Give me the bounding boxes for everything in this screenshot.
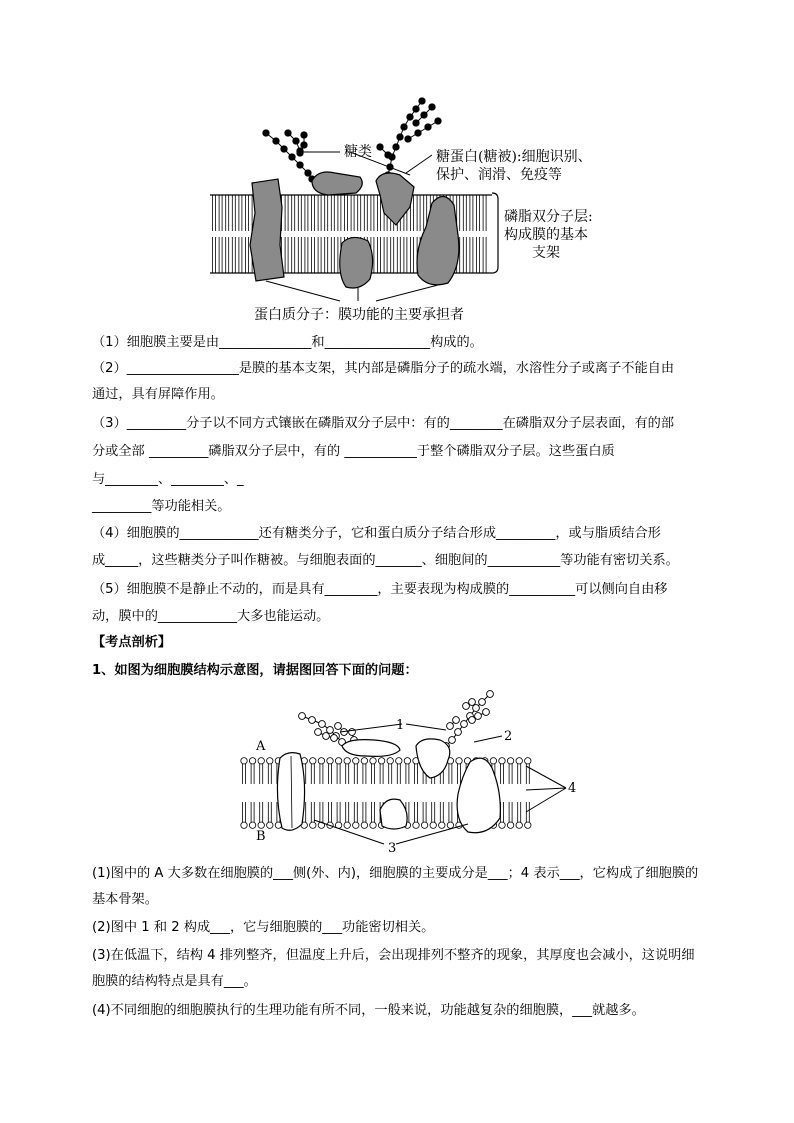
bilayer-bracket xyxy=(492,193,498,273)
sugar-chains xyxy=(263,98,441,182)
label-lipid-line1: 磷脂双分子层: xyxy=(504,209,593,225)
fill-q1: （1）细胞膜主要是由______________和________________构成的。 xyxy=(92,335,483,350)
figure2-label-A: A xyxy=(256,739,266,754)
transmembrane-protein-left xyxy=(250,179,284,281)
fill-q4-line1: （4）细胞膜的____________还有糖类分子，它和蛋白质分子结合形成_________，或与脂质结合形 xyxy=(92,526,661,541)
label-lipid-line3: 支架 xyxy=(532,245,560,261)
q1-part4: (4)不同细胞的细胞膜执行的生理功能有所不同，一般来说，功能越复杂的细胞膜，___就越多。 xyxy=(92,1003,645,1018)
membrane-figure-1 xyxy=(200,95,640,327)
question1-stem: 1、如图为细胞膜结构示意图，请据图回答下面的问题： xyxy=(92,663,418,678)
protein-transmembrane-right xyxy=(457,758,500,833)
fill-q2-line2: 通过，具有屏障作用。 xyxy=(92,387,224,402)
fill-q3-line3: 与________、________、_ xyxy=(92,472,244,487)
figure2-label-1: 1 xyxy=(396,718,405,733)
label-glycoprotein-line1: 糖蛋白(糖被):细胞识别、 xyxy=(436,149,592,165)
glycoprotein-peripheral xyxy=(312,172,362,195)
q1-part1-line2: 基本骨架。 xyxy=(92,892,158,907)
label-lipid-line2: 构成膜的基本 xyxy=(504,227,588,243)
transmembrane-protein-right xyxy=(417,196,459,284)
label-protein: 蛋白质分子：膜功能的主要承担者 xyxy=(254,307,464,323)
protein-peripheral-1 xyxy=(342,740,400,757)
label-sugar: 糖类 xyxy=(344,144,372,160)
q1-part2: (2)图中 1 和 2 构成___，它与细胞膜的___功能密切相关。 xyxy=(92,920,435,935)
fill-q5-line1: （5）细胞膜不是静止不动的，而是具有________，主要表现为构成膜的__________可以侧向自由移 xyxy=(92,582,668,597)
fill-q3-line4: _________等功能相关。 xyxy=(92,499,231,514)
fill-q3-line1: （3）_________分子以不同方式镶嵌在磷脂双分子层中：有的________在磷脂双分子层表面，有的部 xyxy=(92,416,675,431)
embedded-protein-lower xyxy=(340,237,373,288)
fill-q4-line2: 成_____，这些糖类分子叫作糖被。与细胞表面的_______、细胞间的___________等功能有密切关系。 xyxy=(92,553,679,568)
fill-q5-line2: 动，膜中的____________大多也能运动。 xyxy=(92,609,330,624)
membrane-figure-2 xyxy=(236,684,596,856)
figure2-label-4: 4 xyxy=(568,781,577,796)
glycoprotein-right xyxy=(376,173,414,225)
protein-embedded-lower xyxy=(380,799,407,829)
figure2-label-3: 3 xyxy=(388,841,397,856)
protein-glyco-2 xyxy=(416,739,450,778)
fill-q2-line1: （2）_________________是膜的基本支架，其内部是磷脂分子的疏水端，水溶性分子或离子不能自由 xyxy=(92,361,675,376)
section-title: 【考点剖析】 xyxy=(92,635,172,650)
q1-part3-line1: (3)在低温下，结构 4 排列整齐，但温度上升后，会出现排列不整齐的现象，其厚度也会减小，这说明细 xyxy=(92,948,695,963)
fill-q3-line2: 分或全部 _________磷脂双分子层中，有的 ___________于整个磷脂双分子层。这些蛋白质 xyxy=(92,444,615,459)
label-glycoprotein-line2: 保护、润滑、免疫等 xyxy=(436,167,562,183)
q1-part3-line2: 胞膜的结构特点是具有___。 xyxy=(92,974,257,989)
figure2-label-2: 2 xyxy=(504,729,513,744)
q1-part1-line1: (1)图中的 A 大多数在细胞膜的___侧(外、内)，细胞膜的主要成分是___；4 表示___，它构成了细胞膜的 xyxy=(92,866,699,881)
figure2-label-B: B xyxy=(256,829,266,844)
